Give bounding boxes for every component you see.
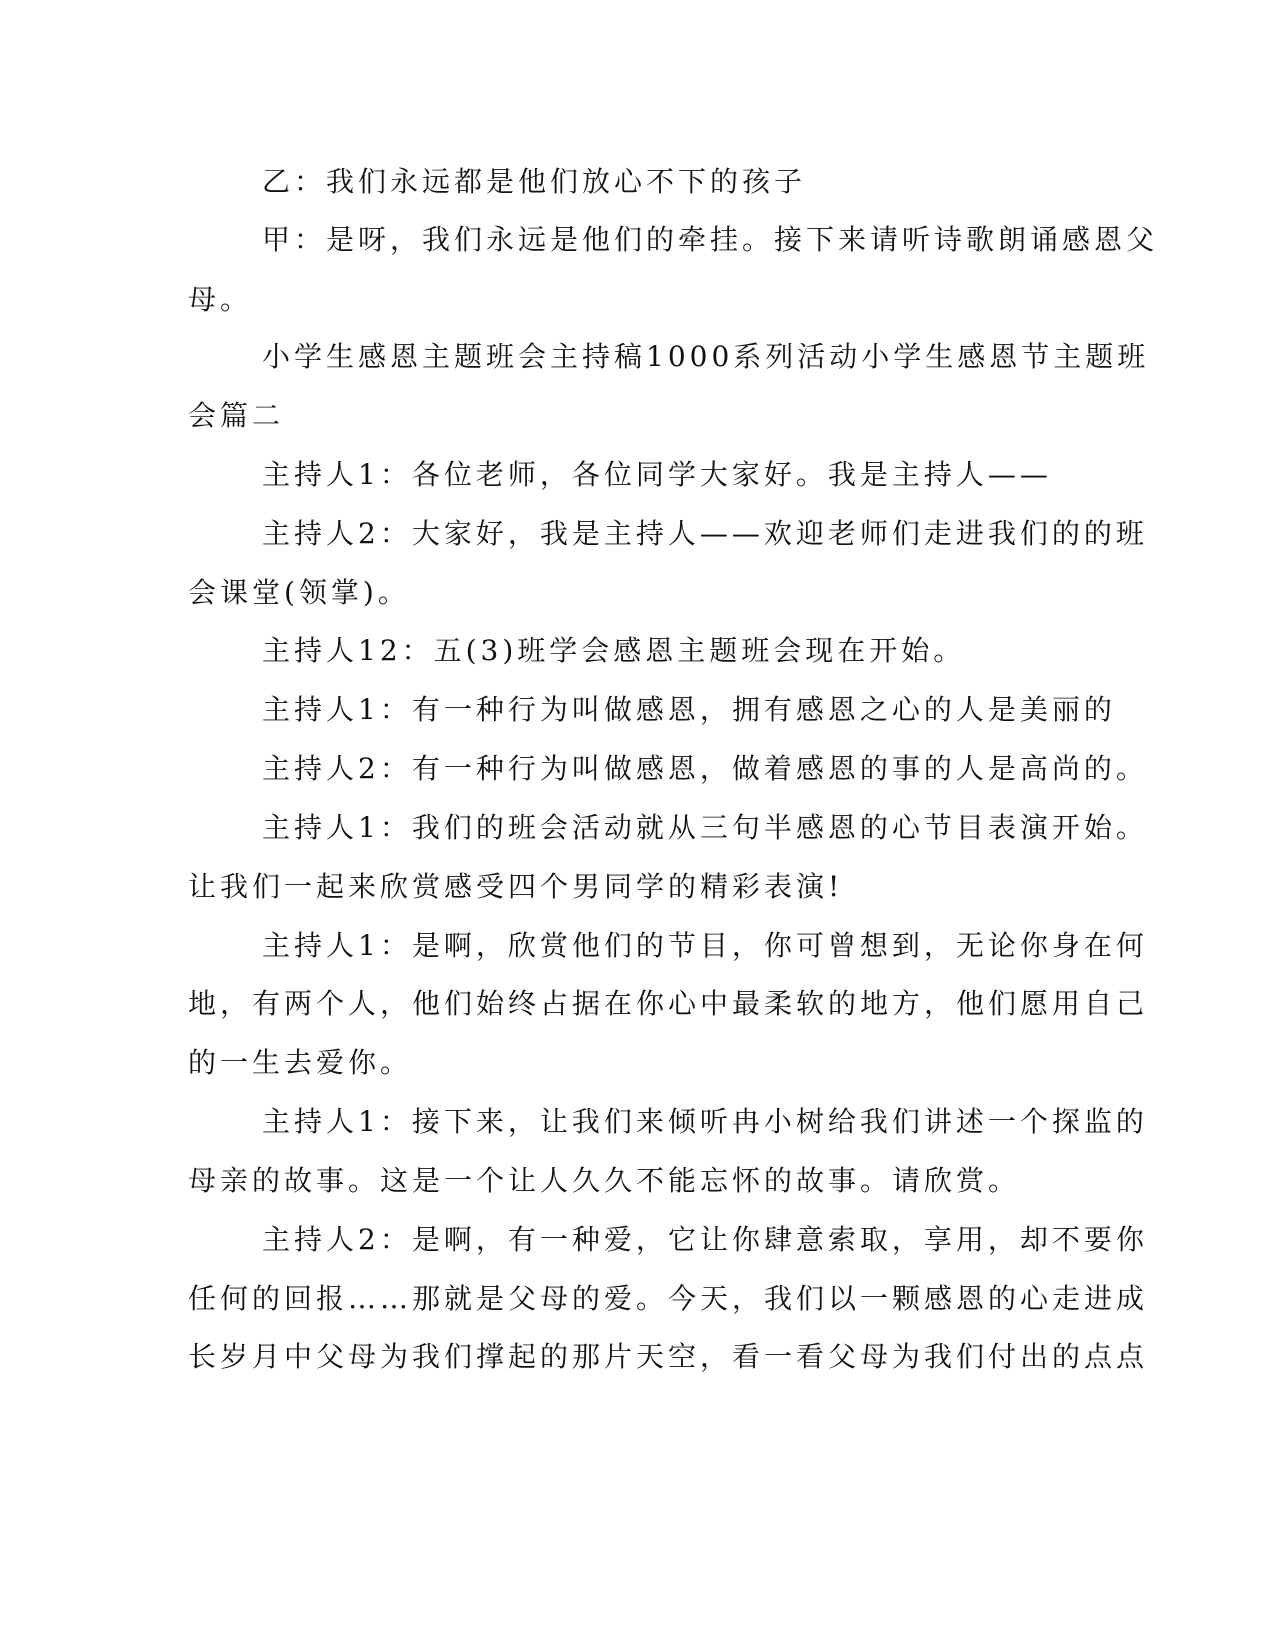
paragraph-9-line-1: 主持人1：我们的班会活动就从三句半感恩的心节目表演开始。 (262, 811, 1148, 844)
paragraph-10-line-1: 主持人1：是啊，欣赏他们的节目，你可曾想到，无论你身在何 (262, 929, 1148, 962)
paragraph-12-line-3: 长岁月中父母为我们撑起的那片天空，看一看父母为我们付出的点点 (188, 1340, 1149, 1373)
paragraph-9-line-2: 让我们一起来欣赏感受四个男同学的精彩表演! (188, 870, 844, 903)
paragraph-3-line-1: 小学生感恩主题班会主持稿1000系列活动小学生感恩节主题班 (262, 340, 1150, 373)
paragraph-4-line-1: 主持人1：各位老师，各位同学大家好。我是主持人—— (262, 458, 1052, 491)
paragraph-12-line-1: 主持人2：是啊，有一种爱，它让你肆意索取，享用，却不要你 (262, 1223, 1148, 1256)
paragraph-5-line-1: 主持人2：大家好，我是主持人——欢迎老师们走进我们的的班 (262, 517, 1148, 550)
paragraph-10-line-2: 地，有两个人，他们始终占据在你心中最柔软的地方，他们愿用自己 (188, 987, 1149, 1020)
paragraph-2-line-1: 甲：是呀，我们永远是他们的牵挂。接下来请听诗歌朗诵感恩父 (262, 223, 1159, 256)
paragraph-6-line-1: 主持人12：五(3)班学会感恩主题班会现在开始。 (262, 634, 966, 667)
paragraph-8-line-1: 主持人2：有一种行为叫做感恩，做着感恩的事的人是高尚的。 (262, 752, 1148, 785)
paragraph-11-line-2: 母亲的故事。这是一个让人久久不能忘怀的故事。请欣赏。 (188, 1164, 1021, 1197)
paragraph-3-line-2: 会篇二 (188, 399, 285, 432)
paragraph-7-line-1: 主持人1：有一种行为叫做感恩，拥有感恩之心的人是美丽的 (262, 693, 1116, 726)
paragraph-12-line-2: 任何的回报……那就是父母的爱。今天，我们以一颗感恩的心走进成 (188, 1282, 1149, 1315)
paragraph-11-line-1: 主持人1：接下来，让我们来倾听冉小树给我们讲述一个探监的 (262, 1105, 1148, 1138)
paragraph-1-line-1: 乙：我们永远都是他们放心不下的孩子 (262, 165, 807, 198)
paragraph-10-line-3: 的一生去爱你。 (188, 1046, 413, 1079)
paragraph-5-line-2: 会课堂(领掌)。 (188, 576, 410, 609)
paragraph-2-line-2: 母。 (188, 283, 253, 316)
